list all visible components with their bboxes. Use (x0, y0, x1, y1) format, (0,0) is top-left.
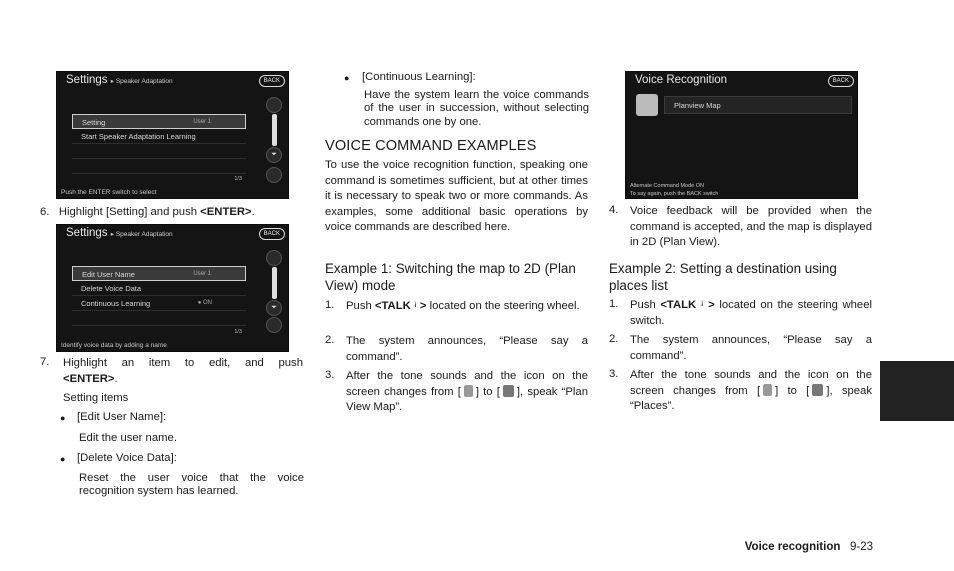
screen-title: Voice Recognition (635, 74, 728, 86)
page-indicator: 1/3 (234, 176, 242, 182)
speaker-adaptation-screen-1 (56, 71, 289, 199)
talk-waiting-icon (464, 385, 473, 397)
section-tab (880, 361, 954, 421)
screen-footer: Identify voice data by adding a name (61, 342, 167, 349)
step-7: 7. Highlight an item to edit, and push <ENTER>. (40, 356, 303, 385)
down-icon: ⏷ (266, 300, 282, 316)
ex1-step-2: 2. The system announces, “Please say a command”. (325, 334, 588, 363)
continuous-learning-item: Continuous Learning ● ON (72, 296, 246, 311)
speaker-adaptation-screen-2 (56, 224, 289, 352)
ex2-step-2: 2. The system announces, “Please say a command”. (609, 333, 872, 362)
voice-recognition-screen (625, 71, 858, 199)
down-icon: ⏷ (266, 147, 282, 163)
ex1-step-1: 1. Push <TALK ꜟ > located on the steering wheel. (325, 299, 580, 312)
footer-page-number: 9-23 (849, 541, 873, 553)
screen-title: Settings ▸ Speaker Adaptation (66, 74, 173, 86)
bullet-continuous-learning: ● [Continuous Learning]: Have the system learn the voice commands of the user in succession, without selecting commands one by one. (344, 71, 589, 128)
up-icon (266, 97, 282, 113)
start-learning-item: Start Speaker Adaptation Learning (72, 129, 246, 144)
ex1-step-4: 4. Voice feedback will be provided when the command is accepted, and the map is displayed in 2D (Plan View). (609, 204, 872, 249)
talk-waiting-icon (763, 384, 772, 396)
talk-icon: ꜟ (700, 300, 704, 311)
back-button: BACK (259, 228, 285, 240)
screen-footer-1: Alternate Command Mode ON (630, 183, 704, 189)
setting-items-label: Setting items (63, 392, 129, 404)
talk-icon: ꜟ (413, 301, 417, 312)
empty-item (72, 144, 246, 159)
page-indicator: 1/3 (234, 329, 242, 335)
back-button: BACK (259, 75, 285, 87)
bullet-delete-voice-data: ● [Delete Voice Data]: Reset the user voice that the voice recognition system has learned. (60, 452, 304, 498)
screen-footer-2: To say again, push the BACK switch (630, 191, 719, 197)
screen-title: Settings ▸ Speaker Adaptation (66, 227, 173, 239)
up-icon (266, 250, 282, 266)
voice-command-examples-heading: VOICE COMMAND EXAMPLES (325, 138, 537, 154)
back-button: BACK (828, 75, 854, 87)
setting-item: Setting User 1 (72, 114, 246, 129)
return-icon (266, 317, 282, 333)
empty-item (72, 311, 246, 326)
page-footer (700, 541, 873, 553)
ex2-step-3: 3. After the tone sounds and the icon on the screen changes from [ ] to [ ], speak “Places”. (609, 368, 872, 413)
scrollbar (272, 114, 277, 146)
scrollbar (272, 267, 277, 299)
example-1-heading: Example 1: Switching the map to 2D (Plan View) mode (325, 261, 576, 293)
planview-map-item: Planview Map (664, 96, 852, 114)
intro-paragraph: To use the voice recognition function, speaking one command is sometimes sufficient, but at other times it is necessary to speak two or more commands. As examples, some additional basic operations by voice commands are described here. (325, 159, 588, 234)
empty-item (72, 159, 246, 174)
return-icon (266, 167, 282, 183)
edit-user-name-item: Edit User Name User 1 (72, 266, 246, 281)
step-6: 6. Highlight [Setting] and push <ENTER>. (40, 206, 255, 218)
ex1-step-3: 3. After the tone sounds and the icon on the screen changes from [ ] to [ ], speak “Plan View Map”. (325, 369, 588, 414)
delete-voice-data-item: Delete Voice Data (72, 281, 246, 296)
screen-footer: Push the ENTER switch to select (61, 189, 157, 196)
example-2-heading: Example 2: Setting a destination using places list (609, 261, 837, 293)
ex2-step-1: 1. Push <TALK ꜟ > located on the steering wheel switch. (609, 298, 873, 327)
talk-listening-icon (812, 384, 823, 396)
bullet-edit-user-name: ● [Edit User Name]: Edit the user name. (60, 411, 177, 444)
talk-listening-icon (503, 385, 514, 397)
footer-section: Voice recognition (744, 541, 841, 553)
voice-icon (636, 94, 658, 116)
